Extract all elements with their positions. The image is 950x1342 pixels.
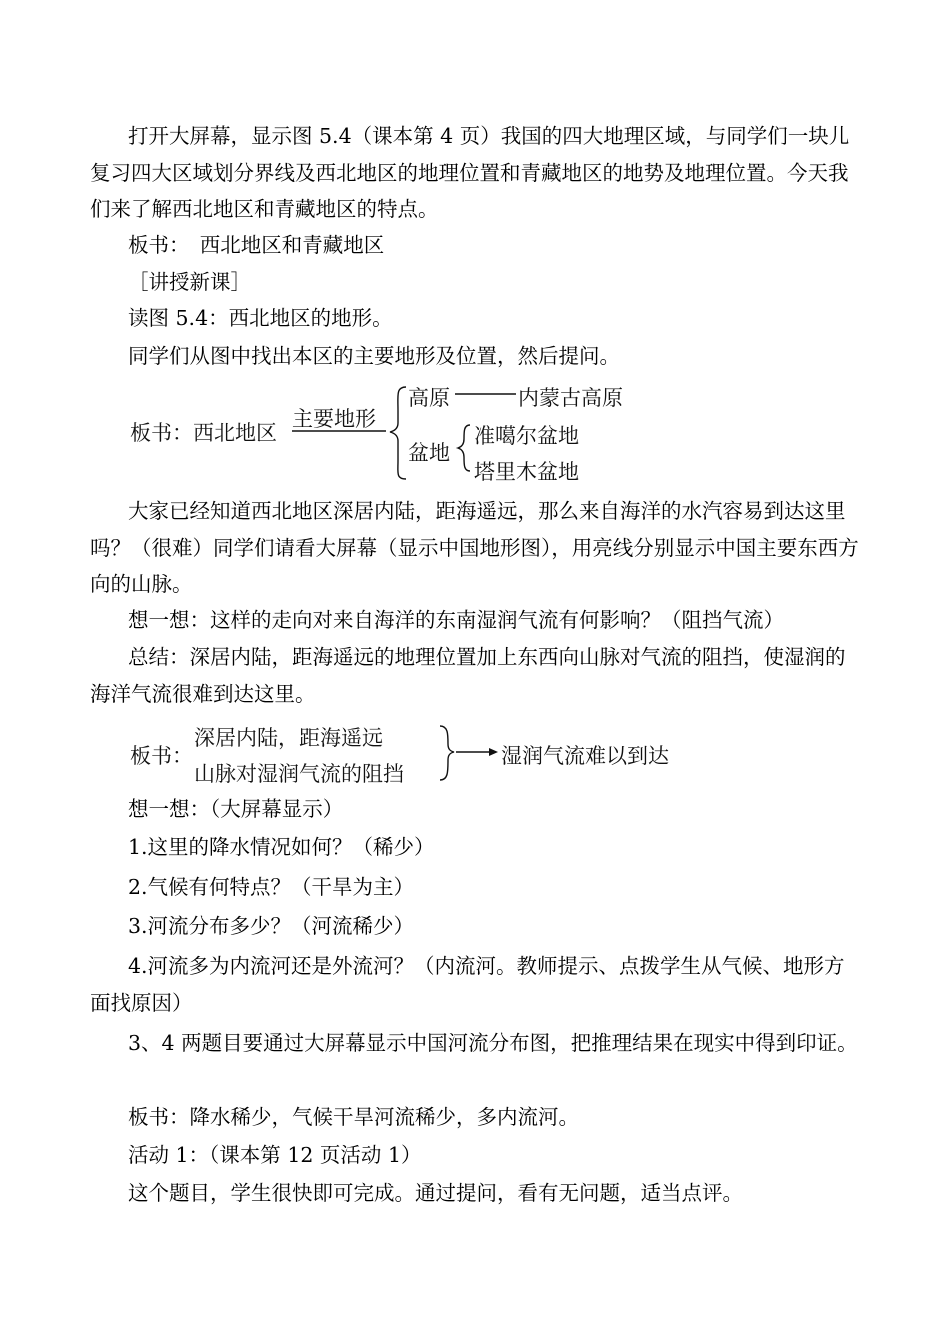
- paragraph-activity-1: 活动 1：（课本第 12 页活动 1）: [128, 1143, 422, 1167]
- diagram-branch-label: 主要地形: [292, 407, 376, 431]
- diagram-basin-label: 盆地: [408, 441, 450, 465]
- question-3: 3.河流分布多少？（河流稀少）: [128, 914, 415, 938]
- moisture-diagram: [130, 718, 710, 788]
- paragraph-activity-comment: 这个题目，学生很快即可完成。通过提问，看有无问题，适当点评。: [128, 1181, 743, 1205]
- paragraph-think-2: 想一想：（大屏幕显示）: [128, 797, 344, 821]
- terrain-diagram: [130, 375, 650, 485]
- question-2: 2.气候有何特点？（干旱为主）: [128, 875, 415, 899]
- paragraph-blackboard-title: 板书： 西北地区和青藏地区: [128, 233, 385, 257]
- diagram2-prefix: 板书：: [130, 744, 193, 768]
- diagram-prefix: 板书：西北地区: [130, 421, 277, 445]
- diagram-basin-item-2: 塔里木盆地: [474, 460, 579, 484]
- paragraph-think-1: 想一想：这样的走向对来自海洋的东南湿润气流有何影响？（阻挡气流）: [128, 608, 784, 632]
- paragraph-find-terrain: 同学们从图中找出本区的主要地形及位置，然后提问。: [128, 344, 620, 368]
- diagram-plateau-label: 高原: [408, 386, 450, 410]
- question-4: 4.河流多为内流河还是外流河？（内流河。教师提示、点拨学生从气候、地形方面找原因）: [90, 954, 845, 1015]
- diagram2-cause-1: 深居内陆，距海遥远: [194, 726, 383, 750]
- paragraph-blackboard-summary: 板书：降水稀少，气候干旱河流稀少，多内流河。: [128, 1105, 579, 1129]
- diagram2-connectors: [130, 718, 710, 788]
- diagram2-result: 湿润气流难以到达: [501, 744, 669, 768]
- question-1: 1.这里的降水情况如何？（稀少）: [128, 835, 435, 859]
- paragraph-read-figure: 读图 5.4：西北地区的地形。: [128, 306, 393, 330]
- diagram-connectors: [130, 375, 650, 485]
- diagram-plateau-target: 内蒙古高原: [518, 386, 623, 410]
- paragraph-new-lesson: ［讲授新课］: [128, 270, 251, 294]
- paragraph-inland: 大家已经知道西北地区深居内陆，距海遥远，那么来自海洋的水汽容易到达这里吗？（很难）同学们请看大屏幕（显示中国地形图），用亮线分别显示中国主要东西方向的山脉。: [90, 499, 859, 596]
- paragraph-intro: 打开大屏幕，显示图 5.4（课本第 4 页）我国的四大地理区域，与同学们一块儿复习四大区域划分界线及西北地区的地理位置和青藏地区的地势及地理位置。今天我们来了解西北地区和青藏地区的特点。: [90, 124, 850, 221]
- diagram2-cause-2: 山脉对湿润气流的阻挡: [194, 762, 404, 786]
- paragraph-summary: 总结：深居内陆，距海遥远的地理位置加上东西向山脉对气流的阻挡，使湿润的海洋气流很难到达这里。: [90, 645, 846, 706]
- paragraph-verify: 3、4 两题目要通过大屏幕显示中国河流分布图，把推理结果在现实中得到印证。: [128, 1031, 858, 1055]
- diagram-basin-item-1: 准噶尔盆地: [474, 424, 579, 448]
